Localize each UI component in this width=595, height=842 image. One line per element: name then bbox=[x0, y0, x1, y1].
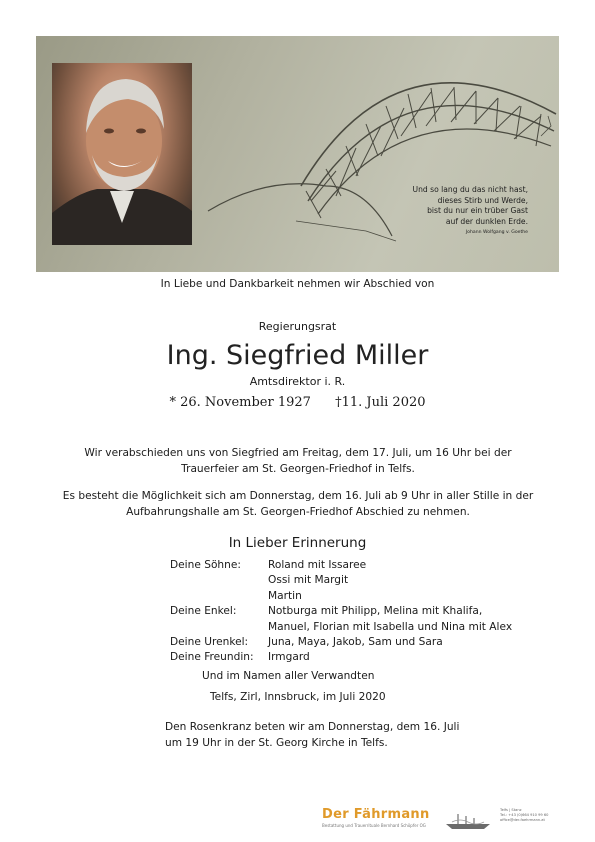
contact-line: Tel.: +43 (0)664 910 99 60 bbox=[500, 813, 549, 817]
goethe-quote bbox=[358, 185, 528, 237]
family-list bbox=[170, 558, 570, 666]
quote-line: Und so lang du das nicht hast, bbox=[412, 185, 528, 194]
memory-heading: In Lieber Erinnerung bbox=[228, 535, 367, 551]
family-names: Irmgard bbox=[268, 651, 310, 664]
logo-name: Der Fährmann bbox=[322, 807, 430, 822]
logo-tagline: Bestattung und Trauerrituale Bernhard Schöpfer OG bbox=[322, 823, 426, 828]
family-names bbox=[268, 604, 570, 635]
contact-line: Telfs | Stanz bbox=[500, 808, 522, 812]
family-row-sons bbox=[170, 558, 570, 604]
grandchildren-line: Notburga mit Philipp, Melina mit Khalifa, bbox=[268, 605, 483, 618]
family-row-grandchildren bbox=[170, 604, 570, 635]
rosary-line: Den Rosenkranz beten wir am Donnerstag, dem 16. Juli bbox=[165, 721, 460, 733]
family-label: Deine Urenkel: bbox=[170, 636, 249, 649]
boat-icon bbox=[444, 812, 492, 834]
quote-line: auf der dunklen Erde. bbox=[445, 216, 528, 226]
intro-line: In Liebe und Dankbarkeit nehmen wir Abschied von bbox=[160, 278, 435, 290]
viewing-paragraph: Es besteht die Möglichkeit sich am Donnerstag, dem 16. Juli ab 9 Uhr in aller Stille in der Aufbahrungshalle am St. Georgen-Friedhof Abschied zu nehmen. bbox=[62, 490, 534, 518]
family-label: Deine Enkel: bbox=[170, 605, 237, 618]
rosary-line: um 19 Uhr in der St. Georg Kirche in Telfs. bbox=[165, 737, 388, 749]
deceased-name: Ing. Siegfried Miller bbox=[166, 340, 429, 371]
funeral-home-logo bbox=[322, 807, 430, 828]
birth-date: * 26. November 1927 bbox=[169, 395, 311, 410]
son-name: Martin bbox=[268, 589, 302, 602]
portrait-photo bbox=[52, 63, 192, 245]
life-dates bbox=[0, 395, 595, 410]
family-label: Deine Söhne: bbox=[170, 559, 241, 571]
title-prefix: Regierungsrat bbox=[258, 320, 337, 333]
family-names bbox=[268, 558, 570, 604]
death-date: †11. Juli 2020 bbox=[335, 395, 426, 410]
family-row-great-grandchildren bbox=[170, 635, 570, 650]
son-name: Ossi mit Margit bbox=[268, 574, 349, 587]
contact-line: office@der-faehrmann.at bbox=[500, 818, 545, 822]
contact-info bbox=[500, 808, 560, 823]
grandchildren-line: Manuel, Florian mit Isabella und Nina mit Alex bbox=[268, 620, 513, 633]
place-date: Telfs, Zirl, Innsbruck, im Juli 2020 bbox=[210, 691, 386, 703]
ceremony-paragraph: Wir verabschieden uns von Siegfried am Freitag, dem 17. Juli, um 16 Uhr bei der Trauerfeier am St. Georgen-Friedhof in Telfs. bbox=[84, 447, 512, 475]
relatives-line: Und im Namen aller Verwandten bbox=[202, 670, 375, 682]
family-names: Juna, Maya, Jakob, Sam und Sara bbox=[268, 636, 443, 649]
son-name: Roland mit Issaree bbox=[268, 559, 367, 571]
quote-line: dieses Stirb und Werde, bbox=[437, 195, 528, 205]
family-row-friend bbox=[170, 650, 570, 665]
rosary-note bbox=[165, 719, 545, 751]
quote-author: Johann Wolfgang v. Goethe bbox=[465, 230, 528, 236]
deceased-role: Amtsdirektor i. R. bbox=[249, 375, 346, 388]
quote-line: bist du nur ein trüber Gast bbox=[427, 206, 528, 216]
family-label: Deine Freundin: bbox=[170, 651, 254, 664]
